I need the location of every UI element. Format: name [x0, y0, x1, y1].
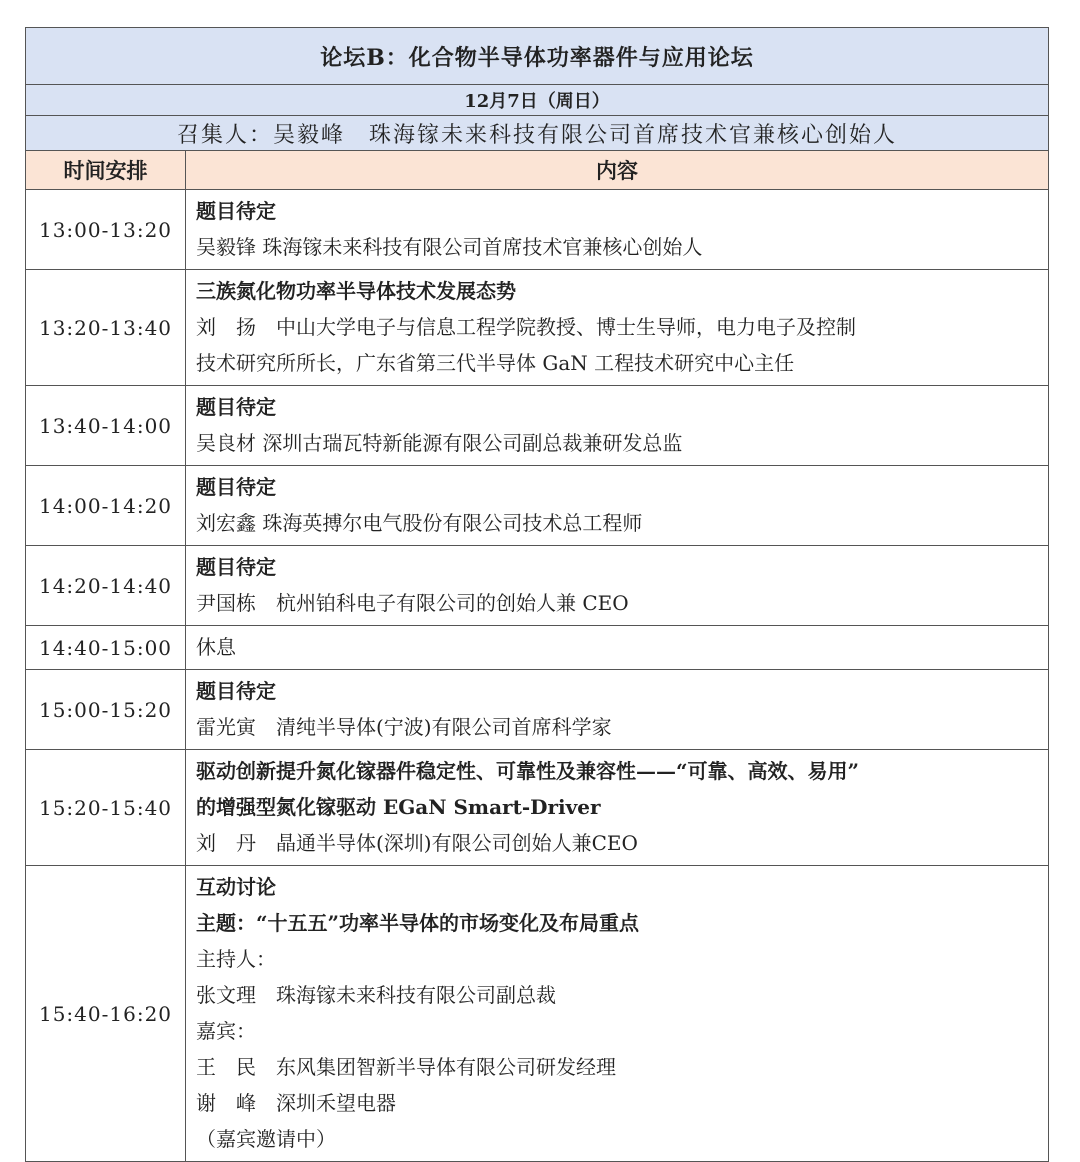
table-row: [26, 190, 1049, 270]
guest-line: 谢 峰 深圳禾望电器: [196, 1091, 396, 1115]
content-column-header: 内容: [186, 151, 1049, 190]
time-slot: 15:40-16:20: [26, 866, 186, 1162]
guest-line: 王 民 东风集团智新半导体有限公司研发经理: [196, 1055, 616, 1079]
session-title: 题目待定: [196, 199, 276, 223]
convener-row: [26, 116, 1049, 151]
table-row: [26, 670, 1049, 750]
guests-label: 嘉宾：: [196, 1019, 256, 1043]
table-row: [26, 466, 1049, 546]
discussion-topic: 主题：“十五五”功率半导体的市场变化及布局重点: [196, 911, 640, 935]
table-row: [26, 270, 1049, 386]
host-label: 主持人：: [196, 947, 276, 971]
session-title: 题目待定: [196, 475, 276, 499]
time-slot: 13:40-14:00: [26, 386, 186, 466]
speaker-line: 雷光寅 清纯半导体(宁波)有限公司首席科学家: [196, 715, 612, 739]
session-content: [186, 546, 1049, 626]
session-content: [186, 750, 1049, 866]
table-row: [26, 386, 1049, 466]
forum-schedule-table: [25, 27, 1049, 1162]
speaker-line: 吴良材 深圳古瑞瓦特新能源有限公司副总裁兼研发总监: [196, 431, 683, 455]
session-content: [186, 466, 1049, 546]
table-row: [26, 750, 1049, 866]
speaker-line: 刘宏鑫 珠海英搏尔电气股份有限公司技术总工程师: [196, 511, 643, 535]
forum-date: 12月7日（周日）: [26, 85, 1049, 116]
session-title: 互动讨论: [196, 875, 276, 899]
speaker-line: 技术研究所所长，广东省第三代半导体 GaN 工程技术研究中心主任: [196, 351, 795, 375]
table-row: [26, 866, 1049, 1162]
column-header-row: [26, 151, 1049, 190]
session-content: [186, 270, 1049, 386]
forum-title: 论坛B：化合物半导体功率器件与应用论坛: [26, 28, 1049, 85]
session-title: 题目待定: [196, 395, 276, 419]
session-content: [186, 866, 1049, 1162]
time-slot: 14:20-14:40: [26, 546, 186, 626]
time-slot: 14:40-15:00: [26, 626, 186, 670]
table-row: [26, 626, 1049, 670]
session-content: [186, 670, 1049, 750]
host-line: 张文理 珠海镓未来科技有限公司副总裁: [196, 983, 556, 1007]
session-title-cont: 的增强型氮化镓驱动 EGaN Smart-Driver: [196, 795, 601, 819]
session-title: 题目待定: [196, 555, 276, 579]
table-row: [26, 546, 1049, 626]
session-content: [186, 626, 1049, 670]
session-content: [186, 386, 1049, 466]
time-slot: 14:00-14:20: [26, 466, 186, 546]
session-title: 题目待定: [196, 679, 276, 703]
title-row: [26, 28, 1049, 85]
speaker-line: 尹国栋 杭州铂科电子有限公司的创始人兼 CEO: [196, 591, 629, 615]
speaker-line: 刘 丹 晶通半导体(深圳)有限公司创始人兼CEO: [196, 831, 638, 855]
speaker-line: 吴毅锋 珠海镓未来科技有限公司首席技术官兼核心创始人: [196, 235, 703, 259]
time-slot: 13:00-13:20: [26, 190, 186, 270]
break-label: 休息: [196, 635, 236, 659]
date-row: [26, 85, 1049, 116]
speaker-line: 刘 扬 中山大学电子与信息工程学院教授、博士生导师，电力电子及控制: [196, 315, 856, 339]
time-slot: 15:00-15:20: [26, 670, 186, 750]
session-title: 驱动创新提升氮化镓器件稳定性、可靠性及兼容性——“可靠、高效、易用”: [196, 759, 860, 783]
time-column-header: 时间安排: [26, 151, 186, 190]
session-content: [186, 190, 1049, 270]
time-slot: 15:20-15:40: [26, 750, 186, 866]
convener: 召集人：吴毅峰 珠海镓未来科技有限公司首席技术官兼核心创始人: [26, 116, 1049, 151]
session-title: 三族氮化物功率半导体技术发展态势: [196, 279, 516, 303]
time-slot: 13:20-13:40: [26, 270, 186, 386]
guests-pending-note: （嘉宾邀请中）: [196, 1127, 336, 1151]
